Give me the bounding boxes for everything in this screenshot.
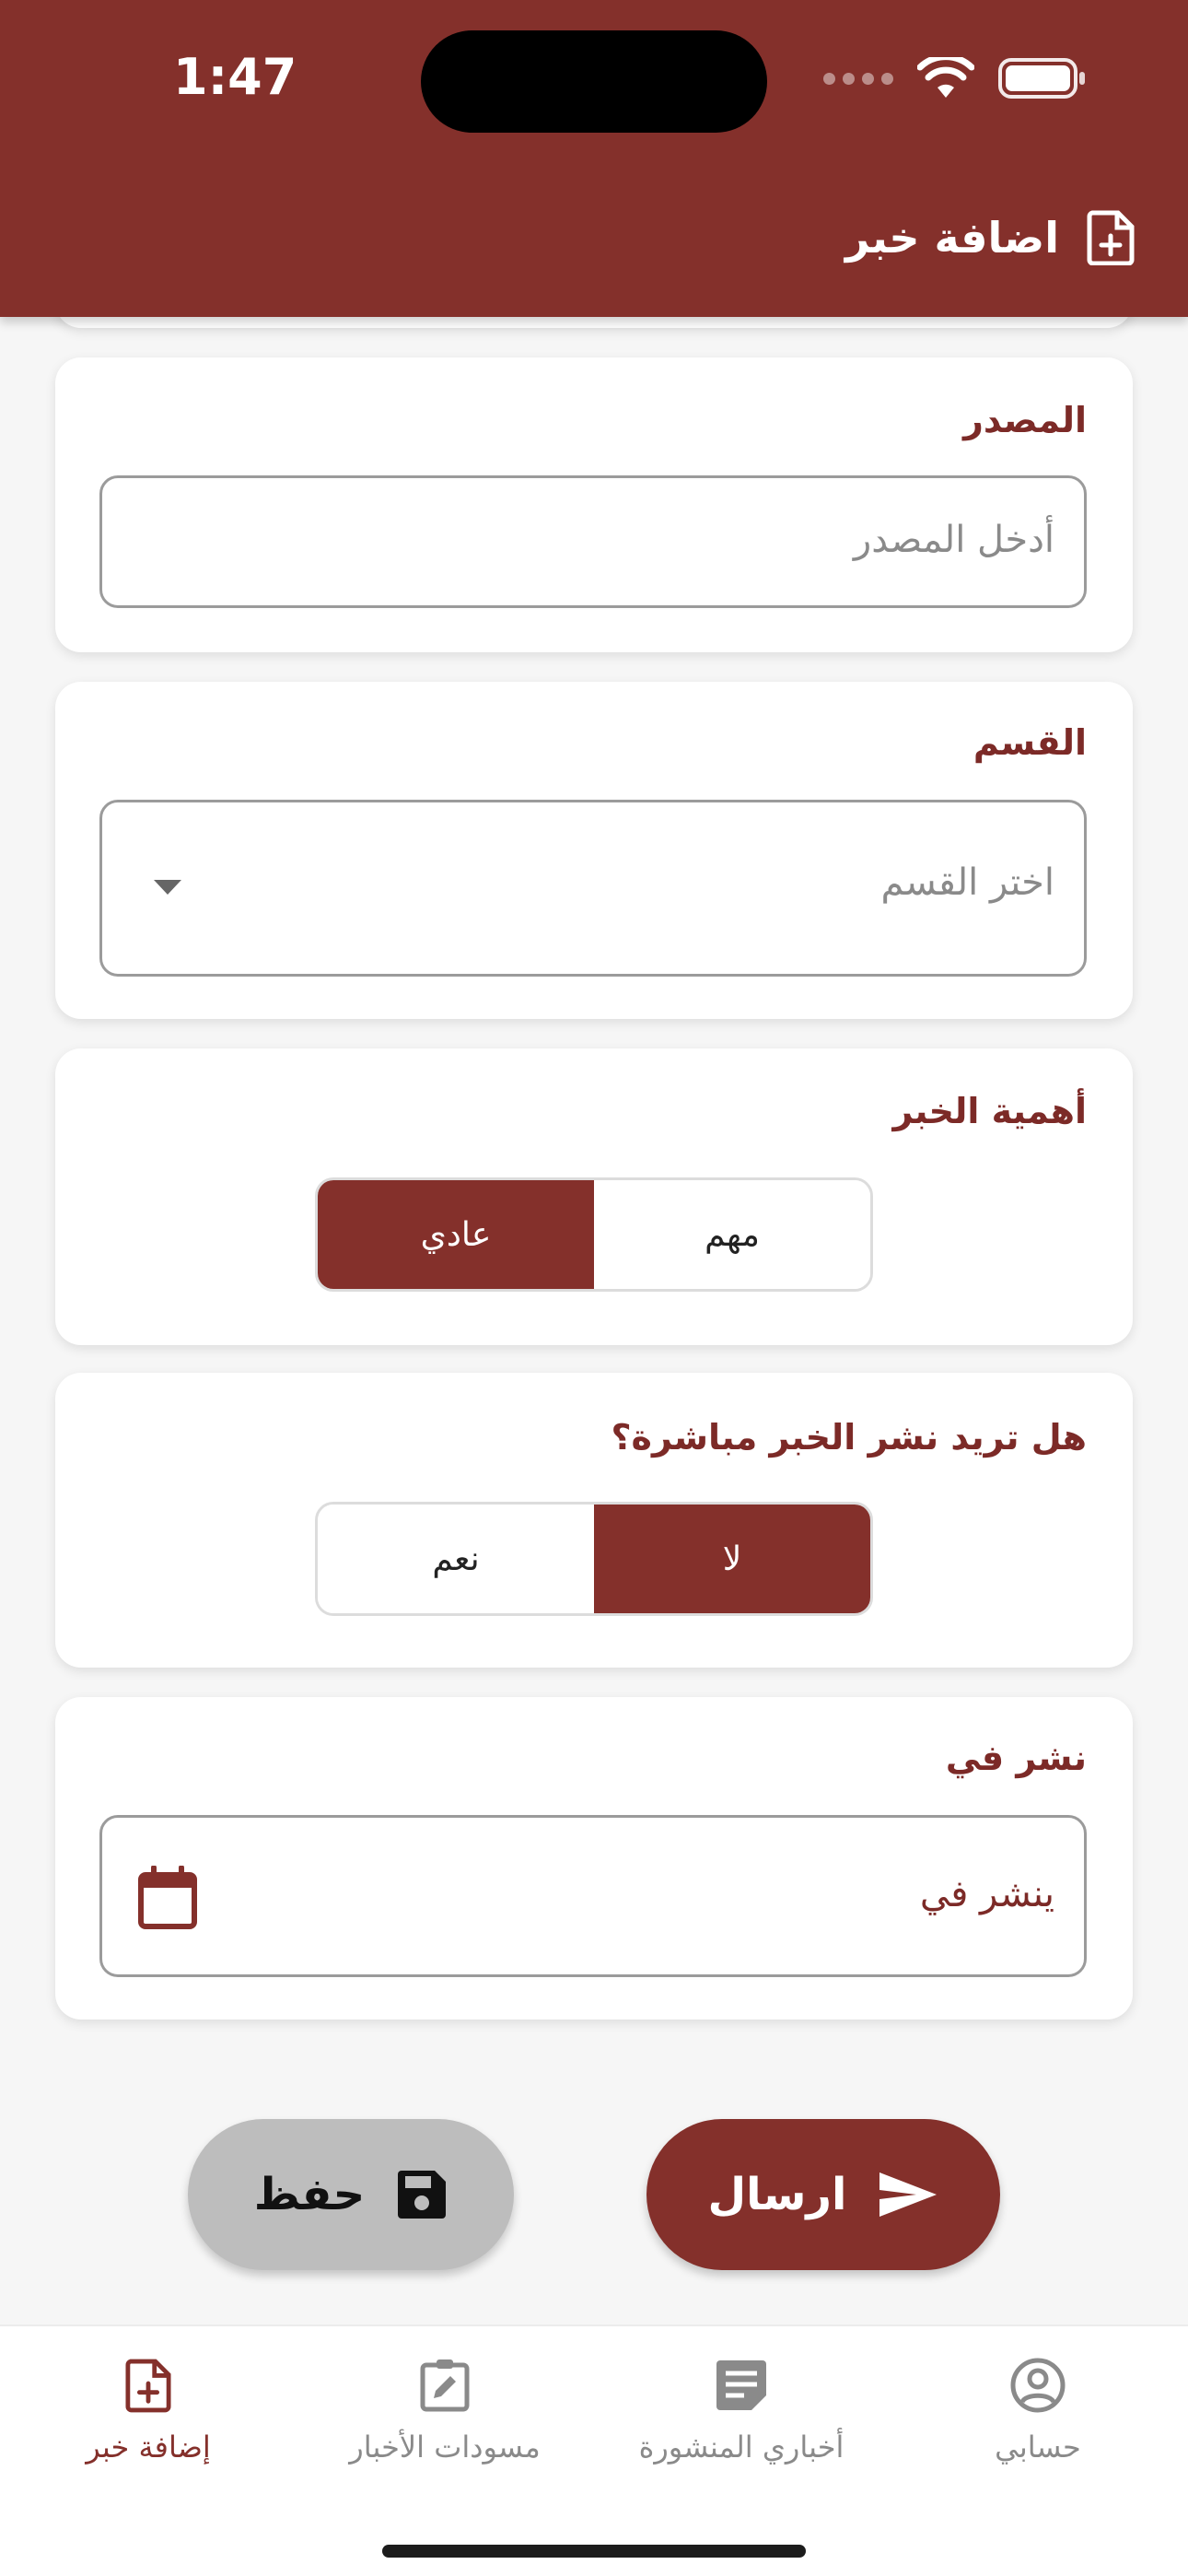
- battery-icon: [998, 57, 1087, 100]
- edit-clipboard-icon: [419, 2358, 471, 2413]
- publish-at-card: [55, 1697, 1133, 2020]
- publish-date-placeholder: ينشر في: [919, 1873, 1054, 1915]
- signal-dots-icon: [823, 73, 893, 85]
- nav-label-drafts: مسودات الأخبار: [349, 2430, 541, 2465]
- publish-now-toggle: [315, 1502, 873, 1616]
- save-icon: [396, 2169, 448, 2220]
- send-icon: [878, 2171, 938, 2219]
- send-button[interactable]: [646, 2119, 1000, 2270]
- importance-option-normal[interactable]: عادي: [318, 1180, 594, 1289]
- file-add-icon: [1087, 210, 1135, 265]
- nav-item-account[interactable]: [890, 2324, 1186, 2509]
- appbar-title-group: [845, 210, 1135, 265]
- nav-label-account: حسابي: [995, 2430, 1081, 2465]
- publish-date-input[interactable]: [99, 1815, 1087, 1977]
- publish-now-card: [55, 1373, 1133, 1668]
- send-button-label: ارسال: [707, 2169, 847, 2220]
- file-add-icon: [125, 2358, 171, 2413]
- nav-item-drafts[interactable]: [297, 2324, 593, 2509]
- chevron-down-icon: [152, 878, 183, 896]
- dynamic-island: [421, 30, 767, 133]
- account-circle-icon: [1009, 2357, 1066, 2414]
- status-time: 1:47: [173, 48, 297, 106]
- home-indicator[interactable]: [382, 2545, 806, 2558]
- nav-item-published[interactable]: [593, 2324, 890, 2509]
- importance-option-important[interactable]: مهم: [594, 1180, 870, 1289]
- page-title: اضافة خبر: [844, 213, 1059, 263]
- nav-label-add-news: إضافة خبر: [86, 2430, 211, 2465]
- publish-at-label: نشر في: [945, 1738, 1087, 1778]
- nav-label-published: أخباري المنشورة: [638, 2430, 844, 2465]
- app-header: [0, 0, 1188, 317]
- category-select[interactable]: [99, 800, 1087, 977]
- publish-now-label: هل تريد نشر الخبر مباشرة؟: [611, 1417, 1087, 1458]
- publish-now-option-no[interactable]: لا: [594, 1505, 870, 1613]
- article-icon: [715, 2359, 768, 2412]
- nav-item-add-news[interactable]: [0, 2324, 297, 2509]
- category-label: القسم: [973, 722, 1087, 763]
- category-placeholder: اختر القسم: [880, 861, 1054, 904]
- source-label: المصدر: [962, 400, 1087, 440]
- save-button[interactable]: [188, 2119, 514, 2270]
- importance-label: أهمية الخبر: [892, 1091, 1087, 1131]
- save-button-label: حفظ: [253, 2169, 366, 2220]
- source-card: [55, 357, 1133, 652]
- status-icons: [823, 57, 1087, 100]
- source-placeholder: أدخل المصدر: [853, 519, 1054, 561]
- source-input[interactable]: [99, 475, 1087, 608]
- calendar-icon: [137, 1866, 198, 1930]
- importance-toggle: [315, 1177, 873, 1292]
- wifi-icon: [917, 57, 974, 100]
- importance-card: [55, 1048, 1133, 1345]
- publish-now-option-yes[interactable]: نعم: [318, 1505, 594, 1613]
- category-card: [55, 682, 1133, 1019]
